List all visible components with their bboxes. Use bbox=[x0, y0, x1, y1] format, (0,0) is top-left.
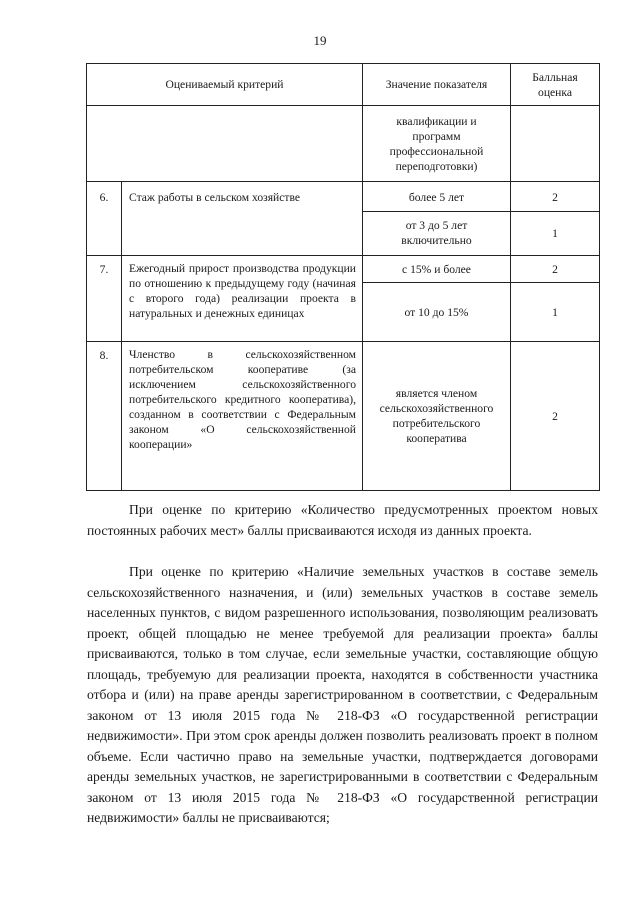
row-score: 2 bbox=[511, 342, 600, 491]
continuation-criterion-cell bbox=[87, 106, 363, 182]
row-score: 2 bbox=[511, 256, 600, 283]
row-value: является членом сельскохозяйственного потребительского кооператива bbox=[363, 342, 511, 491]
table-header-row bbox=[87, 64, 600, 106]
table-row bbox=[87, 106, 600, 182]
paragraph-land-plots: При оценке по критерию «Наличие земельных участков в составе земель сельскохозяйственного назначения, и (или) земельных участков в составе земель населенных пунктов, с видом разрешенного использования, позволяющим реализовать проект, общей площадью не менее требуемой для реализации проекта» баллы присваиваются, только в том случае, если земельные участки, составляющие общую площадь, требуемую для реализации проекта, находятся в собственности участника отбора и (или) на праве аренды зарегистрированном в соответствии, с Федеральным законом от 13 июля 2015 года № 218-ФЗ «О государственной регистрации недвижимости». При этом срок аренды должен позволить реализовать проект в полном объеме. Если частично право на земельные участки, подтверждается договорами аренды земельных участков, не зарегистрированными в соответствии с Федеральным законом от 13 июля 2015 года № 218-ФЗ «О государственной регистрации недвижимости» баллы не присваиваются; bbox=[87, 564, 598, 825]
table-row bbox=[87, 182, 600, 212]
paragraph-workplaces: При оценке по критерию «Количество предусмотренных проектом новых постоянных рабочих мест» баллы присваиваются исходя из данных проекта. bbox=[87, 502, 598, 538]
header-value: Значение показателя bbox=[363, 64, 511, 106]
row-value: от 10 до 15% bbox=[363, 283, 511, 342]
table-row bbox=[87, 256, 600, 283]
row-number: 8. bbox=[87, 342, 122, 491]
table-row bbox=[87, 342, 600, 491]
header-criterion: Оцениваемый критерий bbox=[87, 64, 363, 106]
row-value: с 15% и более bbox=[363, 256, 511, 283]
page-number: 19 bbox=[313, 33, 327, 48]
row-value: более 5 лет bbox=[363, 182, 511, 212]
row-value: от 3 до 5 лет включительно bbox=[363, 212, 511, 256]
row-criterion: Стаж работы в сельском хозяйстве bbox=[122, 182, 363, 256]
criteria-table bbox=[86, 63, 600, 491]
row-number: 6. bbox=[87, 182, 122, 256]
row-criterion: Ежегодный прирост производства продукции по отношению к предыдущему году (начиная с второго года) реализации проекта в натуральных и денежных единицах bbox=[122, 256, 363, 342]
header-score: Балльная оценка bbox=[511, 64, 600, 106]
row-criterion: Членство в сельскохозяйственном потребительском кооперативе (за исключением сельскохозяйственного потребительского кредитного кооператива), созданном в соответствии с Федеральным законом «О сельскохозяйственной кооперации» bbox=[122, 342, 363, 491]
row-score: 1 bbox=[511, 212, 600, 256]
row-score: 1 bbox=[511, 283, 600, 342]
continuation-value: квалификации и программ профессиональной переподготовки) bbox=[363, 106, 511, 182]
continuation-score-cell bbox=[511, 106, 600, 182]
row-score: 2 bbox=[511, 182, 600, 212]
row-number: 7. bbox=[87, 256, 122, 342]
